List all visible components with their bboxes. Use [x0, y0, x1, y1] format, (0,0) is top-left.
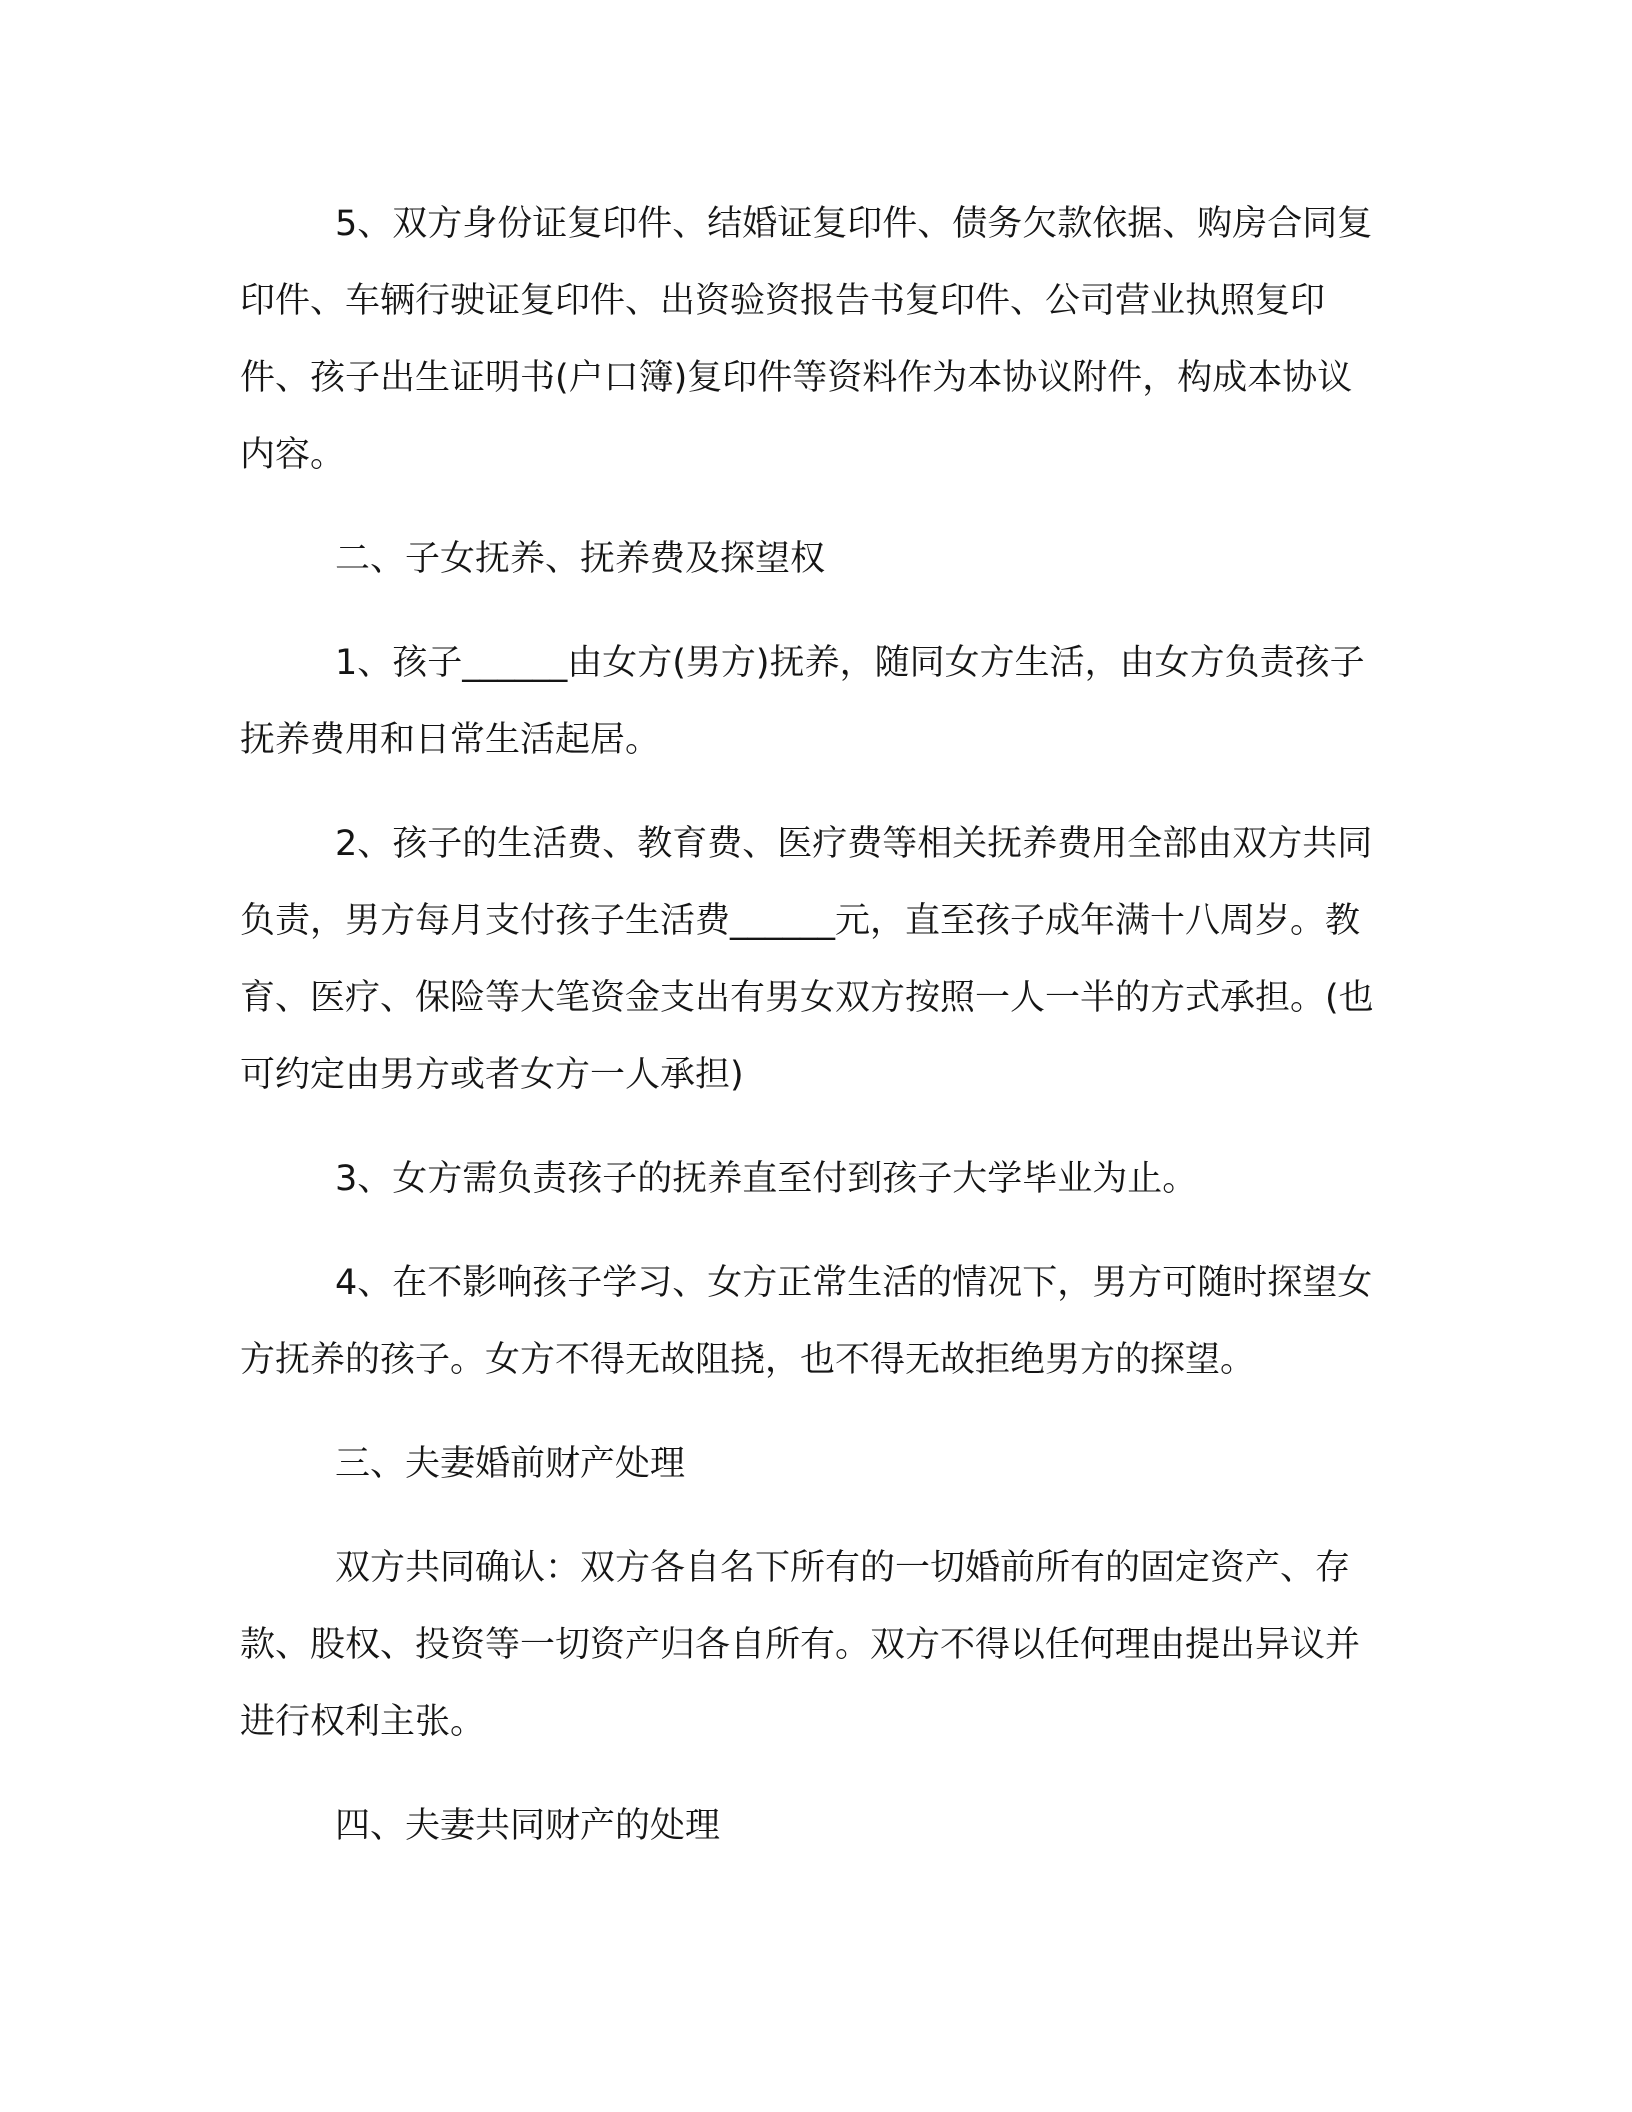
clause-4-visitation: 4、在不影响孩子学习、女方正常生活的情况下，男方可随时探望女方抚养的孩子。女方不得无故阻挠，也不得无故拒绝男方的探望。	[240, 1263, 1373, 1380]
section-heading-joint-property: 四、夫妻共同财产的处理	[335, 1806, 721, 1846]
clause-3-education: 3、女方需负责孩子的抚养直至付到孩子大学毕业为止。	[335, 1159, 1198, 1199]
clause-premarital-confirmation: 双方共同确认：双方各自名下所有的一切婚前所有的固定资产、存款、股权、投资等一切资产归各自所有。双方不得以任何理由提出异议并进行权利主张。	[240, 1548, 1361, 1742]
clause-1-custody: 1、孩子______由女方(男方)抚养，随同女方生活，由女方负责孩子抚养费用和日常生活起居。	[240, 643, 1365, 760]
document-body	[240, 186, 1380, 1892]
clause-5-attachments: 5、双方身份证复印件、结婚证复印件、债务欠款依据、购房合同复印件、车辆行驶证复印件、出资验资报告书复印件、公司营业执照复印件、孩子出生证明书(户口簿)复印件等资料作为本协议附件，构成本协议内容。	[240, 204, 1373, 475]
clause-2-support-fees: 2、孩子的生活费、教育费、医疗费等相关抚养费用全部由双方共同负责，男方每月支付孩子生活费______元，直至孩子成年满十八周岁。教育、医疗、保险等大笔资金支出有男女双方按照一人一半的方式承担。(也可约定由男方或者女方一人承担)	[240, 824, 1374, 1095]
section-heading-child-custody: 二、子女抚养、抚养费及探望权	[335, 539, 826, 579]
section-heading-premarital-property: 三、夫妻婚前财产处理	[335, 1444, 686, 1484]
